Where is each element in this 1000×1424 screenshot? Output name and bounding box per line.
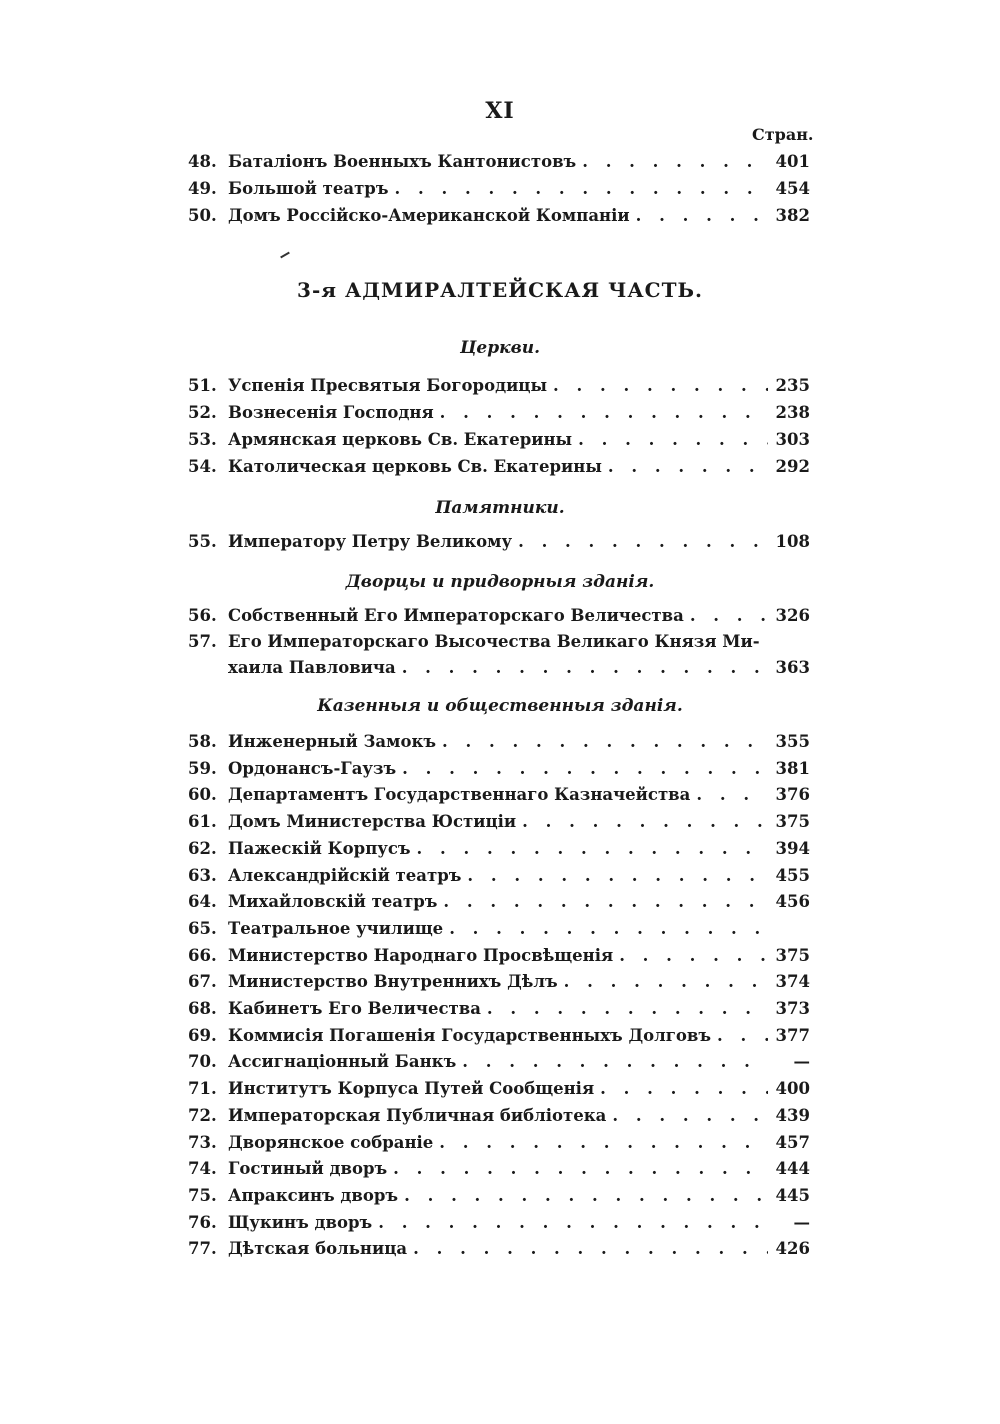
entry-title: Дворянское собраніе	[228, 1133, 434, 1152]
ink-mark	[280, 252, 290, 259]
toc-entry	[188, 915, 810, 943]
entry-title: Успенія Пресвятыя Богородицы	[228, 376, 548, 395]
entry-title: Домъ Россійско-Американской Компаніи	[228, 206, 630, 225]
entry-number: 63.	[188, 866, 217, 885]
entry-number: 55.	[188, 532, 217, 551]
entry-title: Кабинетъ Его Величества	[228, 999, 481, 1018]
dot-leader	[378, 1209, 768, 1237]
entry-number: 48.	[188, 152, 217, 171]
toc-entry	[188, 602, 810, 630]
entry-title: Институтъ Корпуса Путей Сообщенія	[228, 1079, 595, 1098]
entry-number: 71.	[188, 1079, 217, 1098]
entry-page: 445	[775, 1186, 810, 1205]
dot-leader	[608, 453, 768, 481]
dot-leader	[717, 1022, 768, 1050]
entry-page: —	[793, 1213, 810, 1232]
entry-title: Собственный Его Императорскаго Величества	[228, 606, 684, 625]
dot-leader	[690, 602, 768, 630]
entry-page: 373	[775, 999, 810, 1018]
toc-entry	[188, 148, 810, 176]
dot-leader	[404, 1182, 768, 1210]
entry-title: Армянская церковь Св. Екатерины	[228, 430, 573, 449]
entry-number: 61.	[188, 812, 217, 831]
toc-entry	[188, 453, 810, 481]
toc-entry	[188, 1075, 810, 1103]
entry-number: 65.	[188, 919, 217, 938]
entry-title: Баталіонъ Военныхъ Кантонистовъ	[228, 152, 577, 171]
entry-title: Ордонансъ-Гаузъ	[228, 759, 397, 778]
entry-page: —	[793, 1052, 810, 1071]
toc-entry	[188, 728, 810, 756]
entry-number: 76.	[188, 1213, 217, 1232]
entry-number: 49.	[188, 179, 217, 198]
dot-leader	[462, 1048, 768, 1076]
entry-title: Ассигнаціонный Банкъ	[228, 1052, 457, 1071]
entry-page: 401	[775, 152, 810, 171]
entry-title: Домъ Министерства Юстиціи	[228, 812, 517, 831]
entry-title: Министерство Народнаго Просвѣщенія	[228, 946, 614, 965]
dot-leader	[395, 175, 769, 203]
toc-entry	[188, 1129, 810, 1157]
dot-leader	[612, 1102, 768, 1130]
toc-entry	[188, 528, 810, 556]
entry-page: 303	[775, 430, 810, 449]
toc-entry	[188, 202, 810, 230]
toc-entry	[188, 399, 810, 427]
entry-number: 74.	[188, 1159, 217, 1178]
entry-page: 292	[775, 457, 810, 476]
dot-leader	[442, 728, 768, 756]
dot-leader	[578, 426, 768, 454]
toc-entry	[188, 1182, 810, 1210]
toc-entry	[188, 1048, 810, 1076]
entry-page: 374	[775, 972, 810, 991]
entry-number: 52.	[188, 403, 217, 422]
dot-leader	[393, 1155, 768, 1183]
dot-leader	[417, 835, 768, 863]
dot-leader	[600, 1075, 768, 1103]
dot-leader	[582, 148, 768, 176]
entry-page: 377	[775, 1026, 810, 1045]
section-heading-churches: Церкви.	[459, 338, 541, 358]
dot-leader	[619, 942, 768, 970]
entry-title: Его Императорскаго Высочества Великаго Князя Ми-	[228, 632, 760, 651]
dot-leader	[439, 1129, 768, 1157]
dot-leader	[413, 1235, 768, 1263]
entry-page: 381	[775, 759, 810, 778]
toc-entry	[188, 175, 810, 203]
entry-title: Большой театръ	[228, 179, 389, 198]
entry-page: 238	[775, 403, 810, 422]
entry-number: 57.	[188, 632, 217, 651]
dot-leader	[696, 781, 768, 809]
entry-title: Императорская Публичная библіотека	[228, 1106, 607, 1125]
toc-entry	[188, 808, 810, 836]
entry-title: Дѣтская больница	[228, 1239, 408, 1258]
entry-number: 75.	[188, 1186, 217, 1205]
section-heading-public-buildings: Казенныя и общественныя зданія.	[317, 696, 683, 716]
toc-entry	[188, 1235, 810, 1263]
toc-entry	[188, 1022, 810, 1050]
entry-number: 67.	[188, 972, 217, 991]
dot-leader	[449, 915, 768, 943]
entry-page: 426	[775, 1239, 810, 1258]
entry-page: 394	[775, 839, 810, 858]
toc-entry	[188, 862, 810, 890]
entry-number: 68.	[188, 999, 217, 1018]
entry-page: 456	[775, 892, 810, 911]
entry-title: хаила Павловича	[228, 658, 396, 677]
entry-number: 64.	[188, 892, 217, 911]
entry-page: 355	[775, 732, 810, 751]
entry-title: Императору Петру Великому	[228, 532, 513, 551]
toc-entry	[188, 1209, 810, 1237]
entry-page: 108	[775, 532, 810, 551]
dot-leader	[564, 968, 768, 996]
entry-title: Щукинъ дворъ	[228, 1213, 373, 1232]
toc-entry	[188, 1155, 810, 1183]
page-number: XI	[485, 98, 515, 124]
dot-leader	[440, 399, 768, 427]
toc-entry	[188, 781, 810, 809]
toc-entry	[188, 942, 810, 970]
section-heading-palaces: Дворцы и придворныя зданія.	[345, 572, 655, 592]
entry-title: Вознесенія Господня	[228, 403, 434, 422]
toc-entry	[188, 755, 810, 783]
entry-page: 376	[775, 785, 810, 804]
entry-number: 69.	[188, 1026, 217, 1045]
dot-leader	[553, 372, 768, 400]
entry-title: Апраксинъ дворъ	[228, 1186, 399, 1205]
entry-title: Александрійскій театръ	[228, 866, 462, 885]
entry-page: 400	[775, 1079, 810, 1098]
entry-number: 70.	[188, 1052, 217, 1071]
dot-leader	[402, 654, 768, 682]
entry-number: 60.	[188, 785, 217, 804]
entry-page: 375	[775, 946, 810, 965]
entry-page: 375	[775, 812, 810, 831]
entry-title: Пажескій Корпусъ	[228, 839, 411, 858]
entry-title: Гостиный дворъ	[228, 1159, 388, 1178]
entry-title: Михайловскій театръ	[228, 892, 438, 911]
entry-page: 454	[775, 179, 810, 198]
dot-leader	[636, 202, 768, 230]
entry-number: 66.	[188, 946, 217, 965]
entry-page: 439	[775, 1106, 810, 1125]
entry-title: Католическая церковь Св. Екатерины	[228, 457, 602, 476]
entry-number: 54.	[188, 457, 217, 476]
entry-title: Департаментъ Государственнаго Казначейства	[228, 785, 691, 804]
entry-number: 62.	[188, 839, 217, 858]
dot-leader	[443, 888, 768, 916]
entry-number: 73.	[188, 1133, 217, 1152]
entry-number: 56.	[188, 606, 217, 625]
dot-leader	[522, 808, 768, 836]
entry-page: 455	[775, 866, 810, 885]
toc-entry	[188, 835, 810, 863]
toc-entry	[188, 628, 810, 656]
entry-page: 382	[775, 206, 810, 225]
toc-entry	[188, 372, 810, 400]
entry-title: Министерство Внутреннихъ Дѣлъ	[228, 972, 558, 991]
toc-entry	[188, 888, 810, 916]
entry-number: 51.	[188, 376, 217, 395]
entry-page: 235	[775, 376, 810, 395]
entry-page: 444	[775, 1159, 810, 1178]
dot-leader	[518, 528, 768, 556]
entry-number: 50.	[188, 206, 217, 225]
dot-leader	[487, 995, 768, 1023]
entry-title: Инженерный Замокъ	[228, 732, 437, 751]
section-heading-monuments: Памятники.	[435, 498, 565, 518]
entry-page: 326	[775, 606, 810, 625]
entry-title: Театральное училище	[228, 919, 444, 938]
entry-page: 363	[775, 658, 810, 677]
page-column-header: Стран.	[752, 125, 814, 144]
entry-number: 59.	[188, 759, 217, 778]
toc-entry-continuation	[228, 654, 810, 682]
entry-title: Коммисія Погашенія Государственныхъ Долговъ	[228, 1026, 712, 1045]
toc-entry	[188, 1102, 810, 1130]
toc-entry	[188, 995, 810, 1023]
toc-entry	[188, 426, 810, 454]
toc-entry	[188, 968, 810, 996]
dot-leader	[402, 755, 768, 783]
entry-number: 77.	[188, 1239, 217, 1258]
entry-number: 58.	[188, 732, 217, 751]
dot-leader	[467, 862, 768, 890]
entry-number: 53.	[188, 430, 217, 449]
entry-page: 457	[775, 1133, 810, 1152]
entry-number: 72.	[188, 1106, 217, 1125]
part-title: 3-я АДМИРАЛТЕЙСКАЯ ЧАСТЬ.	[297, 278, 703, 302]
